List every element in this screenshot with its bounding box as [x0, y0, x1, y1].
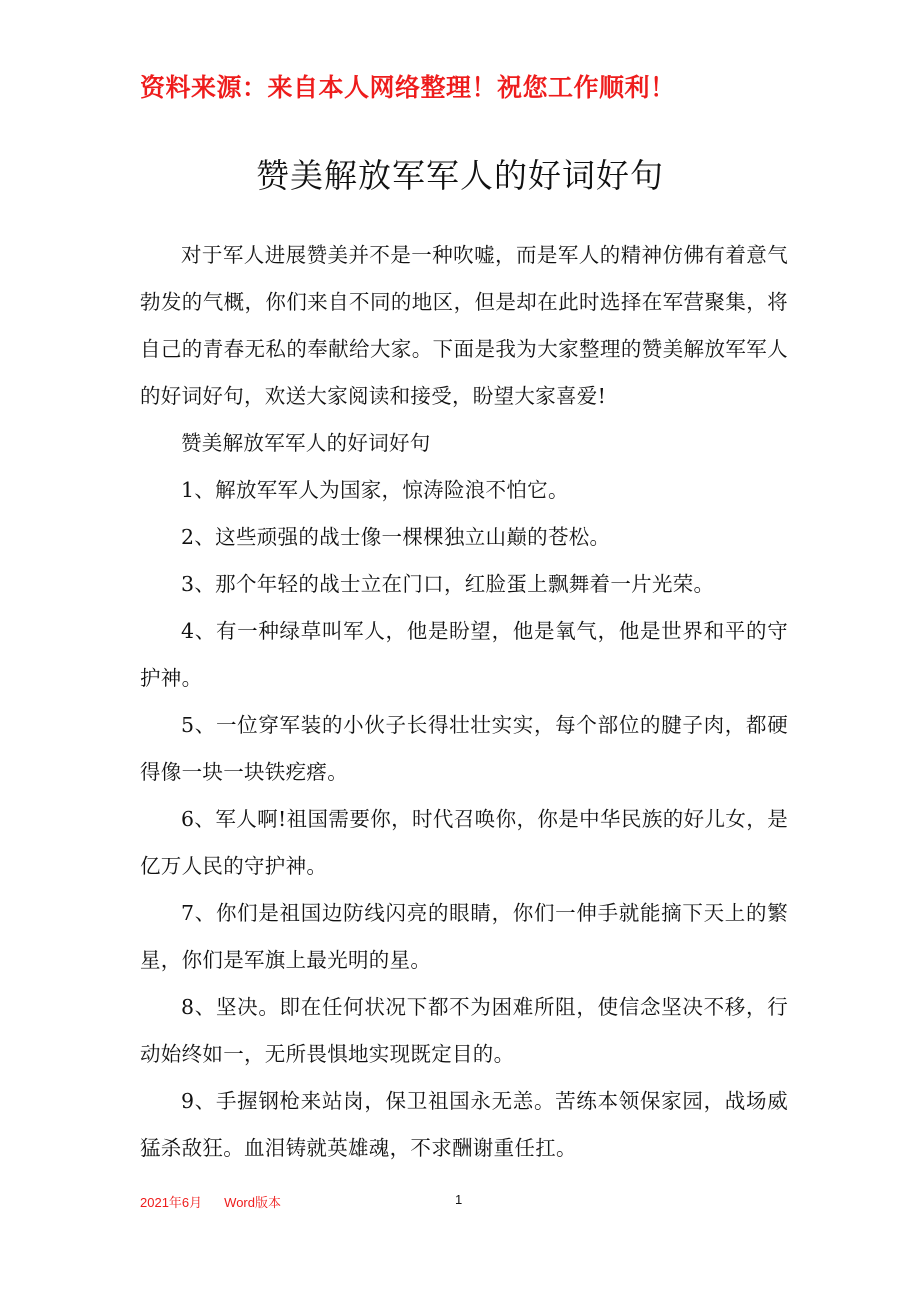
list-item: 1、解放军军人为国家，惊涛险浪不怕它。: [181, 478, 569, 502]
intro-paragraph: 对于军人进展赞美并不是一种吹嘘，而是军人的精神仿佛有着意气勃发的气概，你们来自不同的地区，但是却在此时选择在军营聚集，将自己的青春无私的奉献给大家。下面是我为大家整理的赞美解放军军人的好词好句，欢送大家阅读和接受，盼望大家喜爱!: [140, 243, 788, 408]
list-item: 3、那个年轻的战士立在门口，红脸蛋上飘舞着一片光荣。: [181, 572, 715, 596]
list-item: 9、手握钢枪来站岗，保卫祖国永无恙。苦练本领保家园，战场威猛杀敌狂。血泪铸就英雄魂，不求酬谢重任扛。: [140, 1089, 788, 1160]
list-item: 2、这些顽强的战士像一棵棵独立山巅的苍松。: [181, 525, 611, 549]
list-item: 6、军人啊!祖国需要你，时代召唤你，你是中华民族的好儿女，是亿万人民的守护神。: [140, 807, 788, 878]
footer-version: Word版本: [224, 1195, 281, 1210]
list-item: 8、坚决。即在任何状况下都不为困难所阻，使信念坚决不移，行动始终如一，无所畏惧地实现既定目的。: [140, 995, 788, 1066]
page-footer: [140, 1192, 281, 1211]
source-note: 资料来源：来自本人网络整理！祝您工作顺利！: [140, 73, 676, 102]
document-title: 赞美解放军军人的好词好句: [256, 156, 664, 195]
list-item: 7、你们是祖国边防线闪亮的眼睛，你们一伸手就能摘下天上的繁星，你们是军旗上最光明的星。: [140, 901, 788, 972]
list-item: 5、一位穿军装的小伙子长得壮壮实实，每个部位的腱子肉，都硬得像一块一块铁疙瘩。: [140, 713, 788, 784]
section-heading: 赞美解放军军人的好词好句: [181, 431, 431, 455]
footer-date: 2021年6月: [140, 1195, 203, 1210]
page-number: 1: [455, 1192, 463, 1207]
list-item: 4、有一种绿草叫军人，他是盼望，他是氧气，他是世界和平的守护神。: [140, 619, 788, 690]
document-body: [140, 232, 788, 1172]
